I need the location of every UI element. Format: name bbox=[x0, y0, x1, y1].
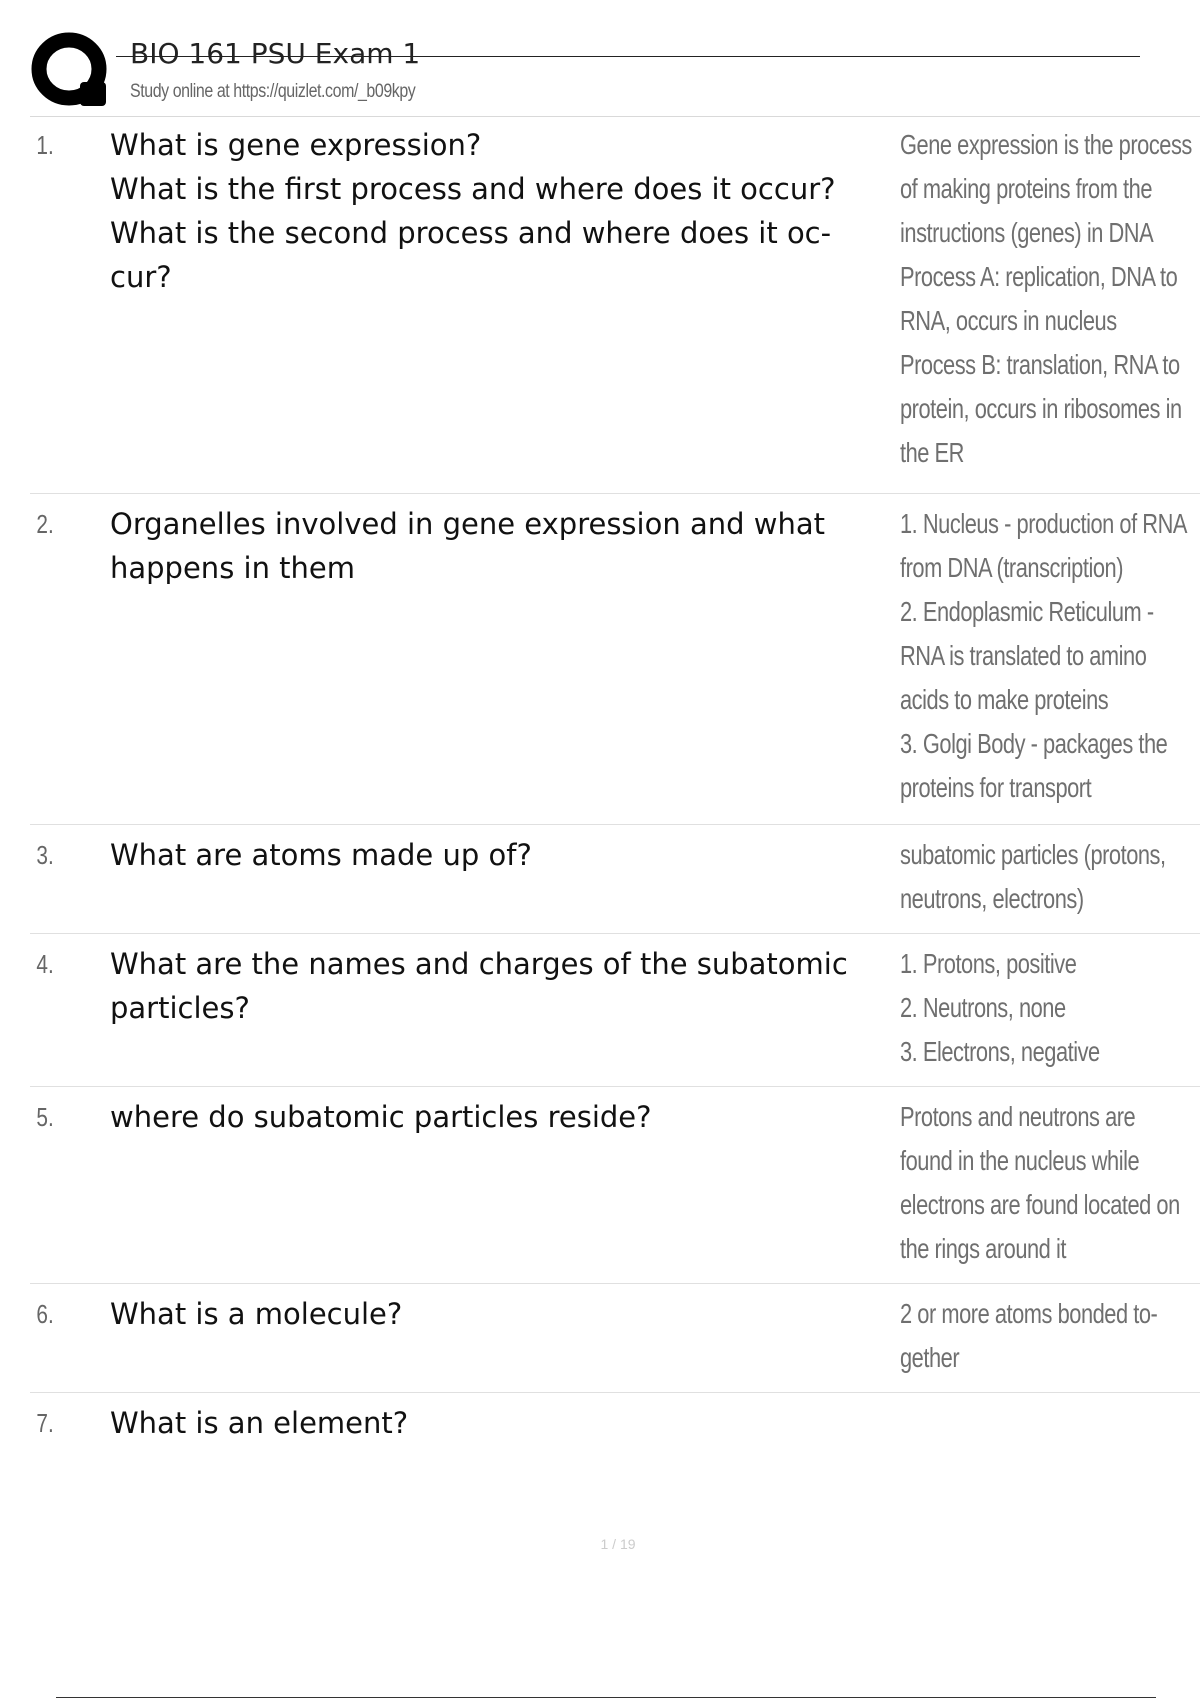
definition-line: 3. Electrons, negative bbox=[900, 1036, 1100, 1067]
flashcard-row bbox=[30, 934, 1200, 1087]
definition-line: Gene expression is the process bbox=[900, 129, 1192, 160]
definition-line: RNA is translated to amino bbox=[900, 640, 1147, 671]
flashcard-term bbox=[110, 1095, 900, 1139]
document-title: BIO 161 PSU Exam 1 bbox=[130, 37, 421, 70]
definition-line: the rings around it bbox=[900, 1233, 1066, 1264]
definition-line: Protons and neutrons are bbox=[900, 1101, 1136, 1132]
flashcard-definition bbox=[900, 1095, 1200, 1271]
flashcard-row bbox=[30, 825, 1200, 934]
definition-line: 1. Nucleus - production of RNA bbox=[900, 508, 1188, 539]
term-line: cur? bbox=[110, 260, 172, 294]
term-line: What are atoms made up of? bbox=[110, 838, 532, 872]
footer-divider bbox=[56, 1697, 1156, 1698]
term-line: What is the first process and where does it occur? bbox=[110, 172, 836, 206]
definition-line: electrons are found located on bbox=[900, 1189, 1180, 1220]
term-line: What is an element? bbox=[110, 1406, 409, 1440]
term-line: Organelles involved in gene expression and what bbox=[110, 507, 825, 541]
definition-line: protein, occurs in ribosomes in bbox=[900, 393, 1182, 424]
definition-line: of making proteins from the bbox=[900, 173, 1153, 204]
definition-line: 2. Endoplasmic Reticulum - bbox=[900, 596, 1154, 627]
flashcard-definition bbox=[900, 942, 1200, 1074]
definition-line: from DNA (transcription) bbox=[900, 552, 1123, 583]
flashcard-number: 6. bbox=[36, 1299, 54, 1329]
definition-line: RNA, occurs in nucleus bbox=[900, 305, 1117, 336]
flashcard-row bbox=[30, 494, 1200, 825]
flashcard-term bbox=[110, 502, 900, 590]
flashcard-number: 1. bbox=[36, 130, 54, 160]
flashcard-number: 2. bbox=[36, 509, 54, 539]
definition-line: neutrons, electrons) bbox=[900, 883, 1084, 914]
page-number: 1 / 19 bbox=[600, 1536, 636, 1552]
flashcard-number: 7. bbox=[36, 1408, 54, 1438]
flashcard-number: 5. bbox=[36, 1102, 54, 1132]
definition-line: 2. Neutrons, none bbox=[900, 992, 1066, 1023]
definition-line: gether bbox=[900, 1342, 960, 1373]
flashcard-definition bbox=[900, 502, 1200, 810]
term-line: What is a molecule? bbox=[110, 1297, 403, 1331]
term-line: What is the second process and where does it oc- bbox=[110, 216, 832, 250]
definition-line: Process A: replication, DNA to bbox=[900, 261, 1178, 292]
flashcard-number: 3. bbox=[36, 840, 54, 870]
quizlet-q-logo-icon bbox=[30, 30, 112, 112]
term-line: where do subatomic particles reside? bbox=[110, 1100, 652, 1134]
flashcard-term bbox=[110, 1401, 900, 1445]
flashcard-number: 4. bbox=[36, 949, 54, 979]
definition-line: proteins for transport bbox=[900, 772, 1092, 803]
flashcard-definition bbox=[900, 123, 1200, 475]
term-line: What is gene expression? bbox=[110, 128, 482, 162]
term-line: particles? bbox=[110, 991, 250, 1025]
flashcard-definition bbox=[900, 833, 1200, 921]
flashcard-term bbox=[110, 1292, 900, 1336]
definition-line: 2 or more atoms bonded to- bbox=[900, 1298, 1158, 1329]
definition-line: Process B: translation, RNA to bbox=[900, 349, 1180, 380]
definition-line: found in the nucleus while bbox=[900, 1145, 1140, 1176]
flashcard-row bbox=[30, 1393, 1200, 1457]
flashcard-list bbox=[30, 117, 1200, 1457]
definition-line: instructions (genes) in DNA bbox=[900, 217, 1154, 248]
flashcard-row bbox=[30, 1284, 1200, 1393]
flashcard-term bbox=[110, 942, 900, 1030]
definition-line: the ER bbox=[900, 437, 964, 468]
flashcard-row bbox=[30, 117, 1200, 494]
term-line: happens in them bbox=[110, 551, 356, 585]
flashcard-term bbox=[110, 123, 900, 299]
flashcard-definition bbox=[900, 1292, 1200, 1380]
flashcard-term bbox=[110, 833, 900, 877]
definition-line: subatomic particles (protons, bbox=[900, 839, 1166, 870]
definition-line: acids to make proteins bbox=[900, 684, 1109, 715]
study-online-link[interactable]: Study online at https://quizlet.com/_b09kpy bbox=[130, 81, 416, 102]
flashcard-row bbox=[30, 1087, 1200, 1284]
term-line: What are the names and charges of the subatomic bbox=[110, 947, 848, 981]
definition-line: 1. Protons, positive bbox=[900, 948, 1077, 979]
definition-line: 3. Golgi Body - packages the bbox=[900, 728, 1168, 759]
